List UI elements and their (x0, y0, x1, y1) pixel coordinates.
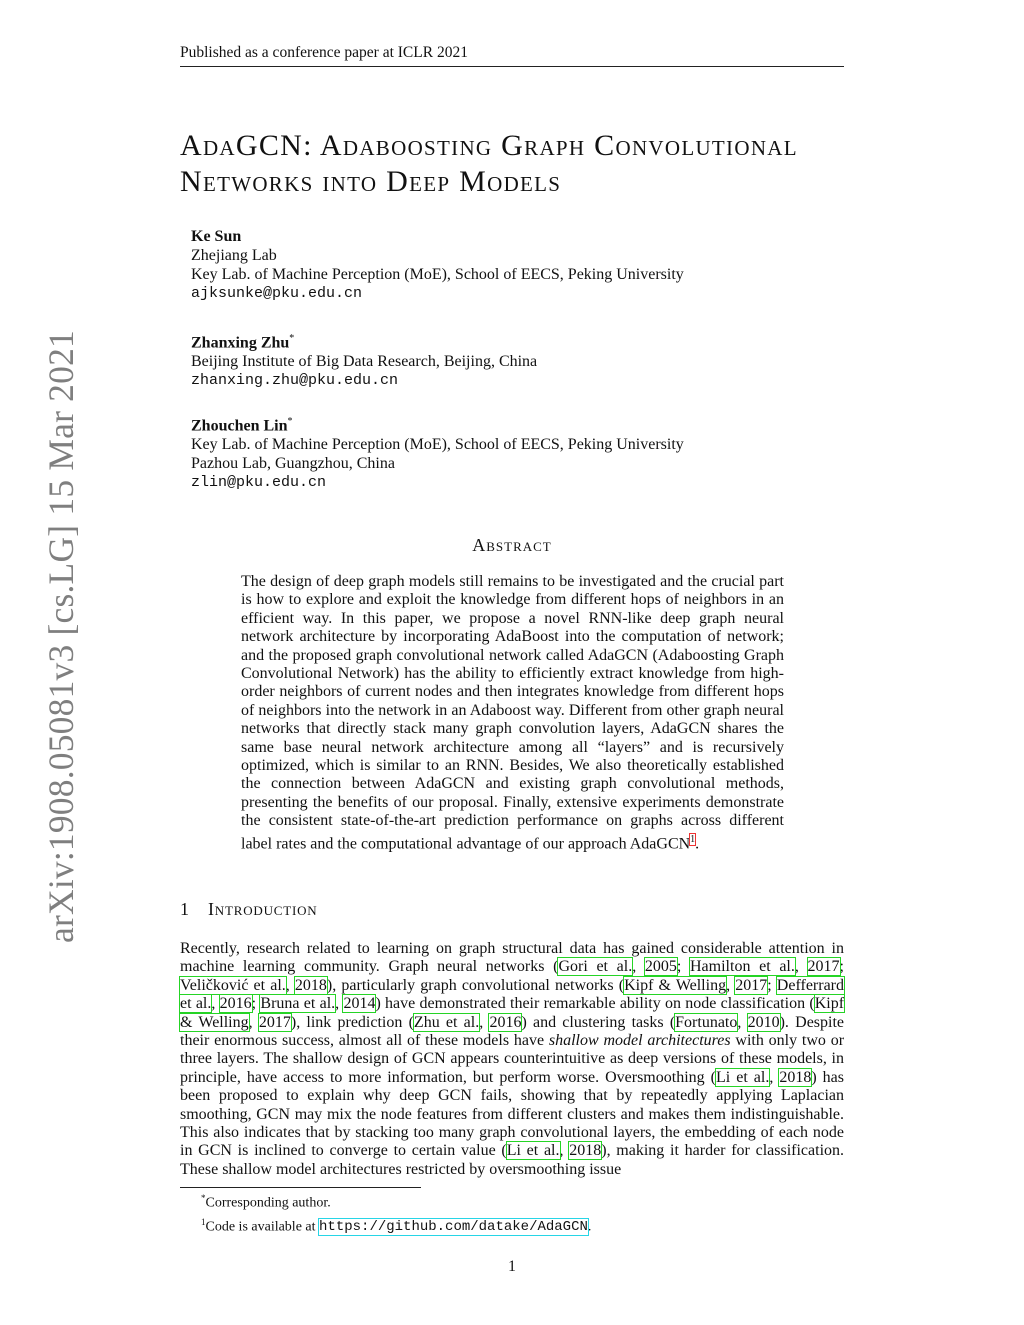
author-block-2 (191, 329, 537, 390)
section-heading (180, 899, 317, 920)
citation-link[interactable]: Fortunato (675, 1013, 738, 1031)
page-number: 1 (508, 1258, 516, 1275)
title-line-1: AdaGCN: Adaboosting Graph Convolutional (180, 129, 798, 162)
author-name: Zhanxing Zhu* (191, 333, 295, 352)
author-affiliation: Zhejiang Lab (191, 247, 277, 264)
header-rule (180, 66, 844, 67)
section-title: Introduction (208, 899, 318, 919)
emphasis-text: shallow model architectures (548, 1032, 731, 1050)
author-affiliation: Beijing Institute of Big Data Research, Beijing, China (191, 353, 538, 371)
citation-link[interactable]: Bruna et al. (260, 995, 336, 1013)
abstract-text: The design of deep graph models still remains to be investigated and the crucial part is how to explore and exploit the knowledge from different hops of neighbors in an efficient way. In this paper, we propose a novel RNN-like deep graph neural network architecture by incorporating AdaBoost into the computation of network; and the proposed graph convolutional network called AdaGCN (Adaboosting Graph Convolutional Network) has the ability to efficiently extract knowledge from high-order neighbors of current nodes and then integrates knowledge from different hops of neighbors into the network in an Adaboost way. Different from other graph neural networks that directly stack many graph convolution layers, AdaGCN shares the same base neural network architecture among all “layers” and is recursively optimized, which is similar to an RNN. Besides, We also theoretically established the connection between AdaGCN and existing graph convolutional methods, presenting the benefits of our proposal. Finally, extensive experiments demonstrate the consistent state-of-the-art prediction performance on graphs across different label rates and the computational advantage of our approach AdaGCN$^1$. (241, 573, 784, 853)
author-affiliation: Pazhou Lab, Guangzhou, China (191, 455, 395, 473)
citation-link[interactable]: Hamilton et al. (690, 958, 795, 976)
citation-link[interactable]: 2005 (644, 958, 677, 976)
footnote-rule (180, 1187, 421, 1188)
author-affiliation: Key Lab. of Machine Perception (MoE), School of EECS, Peking University (191, 436, 684, 454)
footnote-code: $^1$Code is available at https://github.com/datake/AdaGCN. (201, 1216, 592, 1236)
author-name: Zhouchen Lin* (191, 416, 293, 435)
citation-link[interactable]: 2016 (219, 995, 252, 1013)
citation-link[interactable]: Li et al. (506, 1142, 560, 1160)
citation-link[interactable]: 2018 (569, 1142, 602, 1160)
author-name: Ke Sun (191, 228, 242, 245)
citation-link[interactable]: Veličković et al. (180, 976, 286, 994)
citation-link[interactable]: 2018 (779, 1068, 812, 1086)
citation-link[interactable]: 2016 (489, 1013, 522, 1031)
code-url-link[interactable]: https://github.com/datake/AdaGCN (319, 1219, 588, 1236)
arxiv-identifier: arXiv:1908.05081v3 [cs.LG] 15 Mar 2021 (41, 330, 81, 943)
footnote-link[interactable]: 1 (690, 833, 696, 845)
footnotes (180, 1189, 844, 1237)
abstract-heading: Abstract (472, 535, 552, 555)
citation-link[interactable]: Defferrard et al. (180, 976, 845, 1013)
citation-link[interactable]: Li et al. (715, 1068, 770, 1086)
section-number: 1 (180, 899, 190, 919)
citation-link[interactable]: 2017 (258, 1013, 291, 1031)
introduction-paragraph: Recently, research related to learning on graph structural data has gained considerable attention in machine learning community. Graph neural networks (Gori et al., 2005; Hamilton et al., 2017; Veličković et al., 2018), particularly graph convolutional networks (Kipf & Welling, 2017; Defferrard et al., 2016; Bruna et al., 2014) have demonstrated their remarkable ability on node classification (Kipf & Welling, 2017), link prediction (Zhu et al., 2016) and clustering tasks (Fortunato, 2010). Despite their enormous success, almost all of these models have shallow model architectures with only two or three layers. The shallow design of GCN appears counterintuitive as deep versions of these models, in principle, have access to more information, but perform worse. Oversmoothing (Li et al., 2018) has been proposed to explain why deep GCN fails, showing that by repeatedly applying Laplacian smoothing, GCN may mix the node features from different clusters and makes them indistinguishable. This also indicates that by stacking too many graph convolutional layers, the embedding of each node in GCN is inclined to converge to certain value (Li et al., 2018), making it harder for classification. These shallow model architectures restricted by oversmoothing issue (180, 940, 845, 1178)
corresponding-marker: * (287, 416, 293, 427)
paper-title (180, 128, 844, 200)
citation-link[interactable]: Gori et al. (558, 958, 633, 976)
citation-link[interactable]: Kipf & Welling (624, 976, 727, 994)
citation-link[interactable]: 2018 (294, 976, 327, 994)
author-block-1 (191, 227, 684, 303)
author-block-3 (191, 412, 684, 492)
author-email[interactable]: zlin@pku.edu.cn (191, 474, 327, 492)
running-head: Published as a conference paper at ICLR 2021 (180, 44, 468, 61)
citation-link[interactable]: 2010 (747, 1013, 780, 1031)
title-line-2: Networks into Deep Models (180, 165, 562, 198)
author-email[interactable]: zhanxing.zhu@pku.edu.cn (191, 372, 399, 390)
author-email[interactable]: ajksunke@pku.edu.cn (191, 285, 363, 302)
citation-link[interactable]: Zhu et al. (413, 1013, 480, 1031)
citation-link[interactable]: 2017 (735, 976, 768, 994)
author-affiliation: Key Lab. of Machine Perception (MoE), School of EECS, Peking University (191, 266, 684, 283)
citation-link[interactable]: Kipf & Welling (180, 995, 845, 1031)
footnote-corresponding: *Corresponding author. (201, 1193, 331, 1211)
citation-link[interactable]: 2017 (807, 958, 840, 976)
citation-link[interactable]: 2014 (343, 995, 376, 1013)
corresponding-marker: * (289, 333, 295, 344)
